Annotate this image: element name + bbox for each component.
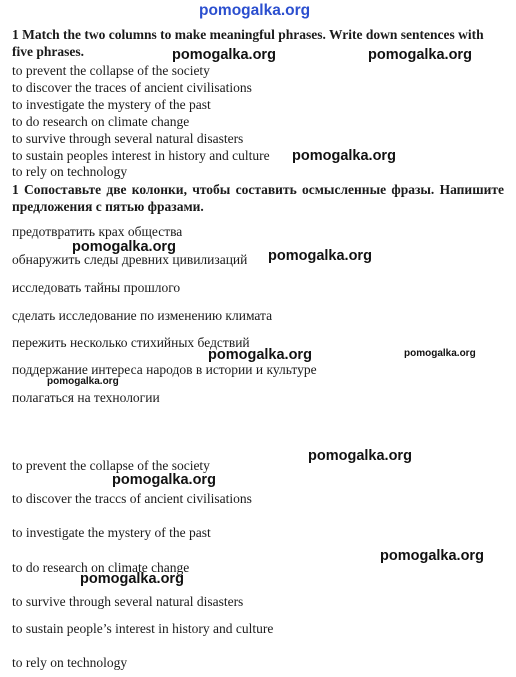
russian-phrase-7: полагаться на технологии	[12, 390, 160, 405]
english-phrase-2: to discover the traces of ancient civilisations	[12, 80, 252, 95]
russian-phrase-4: сделать исследование по изменению климата	[12, 308, 273, 323]
russian-phrase-3: исследовать тайны прошлого	[12, 280, 181, 295]
watermark-top[interactable]: pomogalka.org	[199, 2, 311, 19]
english-phrase-6: to sustain peoples interest in history and culture	[12, 148, 270, 163]
watermark[interactable]: pomogalka.org	[112, 472, 216, 488]
english-phrase-3: to investigate the mystery of the past	[12, 97, 211, 112]
watermark[interactable]: pomogalka.org	[292, 148, 396, 164]
watermark[interactable]: pomogalka.org	[208, 347, 312, 363]
watermark[interactable]: pomogalka.org	[172, 47, 276, 63]
answer-phrase-2: to discover the traccs of ancient civilisations	[12, 491, 252, 506]
watermark[interactable]: pomogalka.org	[268, 248, 372, 264]
english-phrase-1: to prevent the collapse of the society	[12, 63, 210, 78]
russian-task-heading: 1 Сопоставьте две колонки, чтобы составить осмысленные фразы. Напишите предложения с пятью фразами.	[12, 182, 504, 214]
english-phrase-7: to rely on technology	[12, 164, 128, 179]
watermark[interactable]: pomogalka.org	[368, 47, 472, 63]
watermark[interactable]: pomogalka.org	[72, 239, 176, 255]
answer-phrase-3: to investigate the mystery of the past	[12, 525, 211, 540]
answer-phrase-1: to prevent the collapse of the society	[12, 458, 210, 473]
watermark[interactable]: pomogalka.org	[404, 348, 476, 359]
russian-phrase-1: предотвратить крах общества	[12, 224, 183, 239]
english-phrase-5: to survive through several natural disasters	[12, 131, 244, 146]
watermark[interactable]: pomogalka.org	[380, 548, 484, 564]
watermark[interactable]: pomogalka.org	[47, 376, 119, 387]
russian-phrase-6: поддержание интереса народов в истории и культуре	[12, 362, 317, 377]
russian-phrase-5: пережить несколько стихийных бедствий	[12, 335, 250, 350]
answer-phrase-4: to do research on climate change	[12, 560, 190, 575]
answer-phrase-7: to rely on technology	[12, 655, 128, 670]
english-phrase-4: to do research on climate change	[12, 114, 190, 129]
watermark[interactable]: pomogalka.org	[80, 571, 184, 587]
watermark[interactable]: pomogalka.org	[308, 448, 412, 464]
answer-phrase-5: to survive through several natural disasters	[12, 594, 244, 609]
russian-phrase-2: обнаружить следы древних цивилизаций	[12, 252, 248, 267]
english-task-heading: 1 Match the two columns to make meaningful phrases. Write down sentences with five phrases.	[12, 27, 484, 59]
answer-phrase-6: to sustain people’s interest in history and culture	[12, 621, 274, 636]
